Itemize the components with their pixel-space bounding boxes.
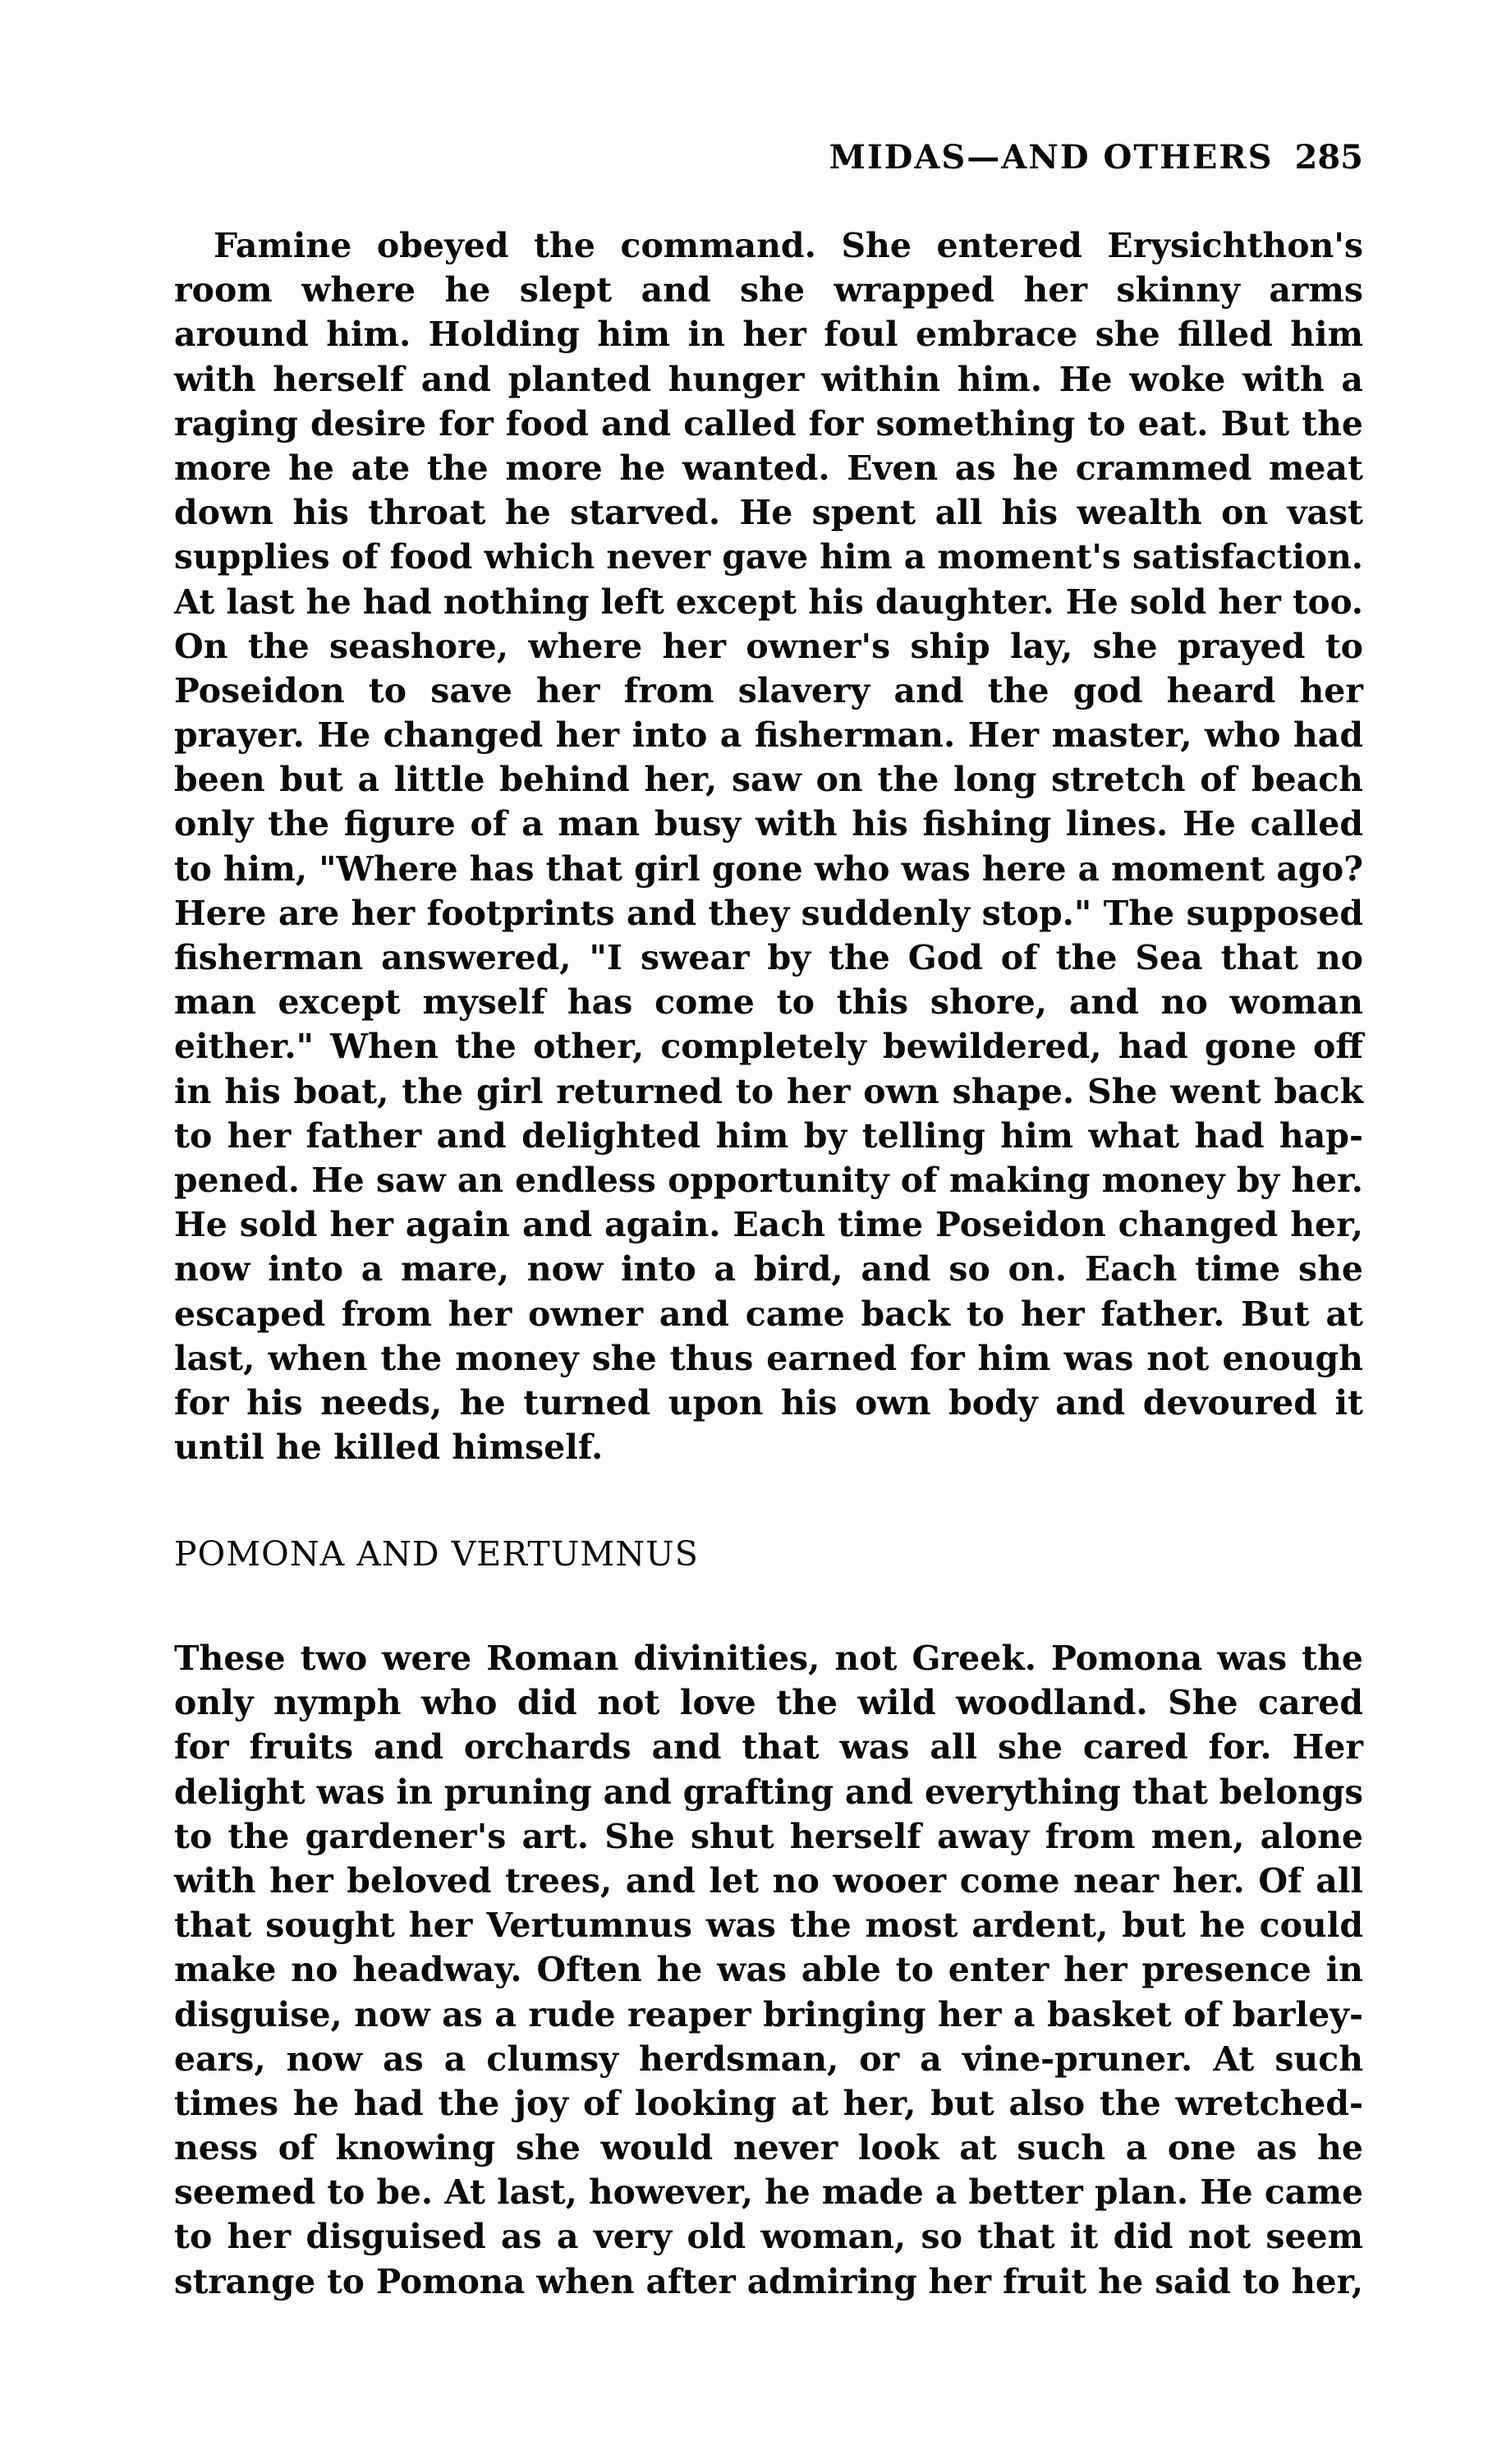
text-line: Poseidon to save her from slavery and the god heard her [174, 670, 1363, 710]
text-line: raging desire for food and called for something to eat. But the [174, 403, 1363, 444]
section-heading: POMONA AND VERTUMNUS [174, 1534, 699, 1574]
text-line: for fruits and orchards and that was all she cared for. Her [174, 1727, 1363, 1768]
text-line: now into a mare, now into a bird, and so on. Each time she [174, 1249, 1363, 1289]
text-line: only nymph who did not love the wild woodland. She cared [174, 1683, 1363, 1723]
text-line: either." When the other, completely bewildered, had gone off [174, 1027, 1363, 1067]
text-line: strange to Pomona when after admiring her fruit he said to her, [174, 2261, 1363, 2301]
text-line: in his boat, the girl returned to her own shape. She went back [174, 1071, 1363, 1111]
text-line: for his needs, he turned upon his own body and devoured it [174, 1382, 1363, 1423]
text-line: to her disguised as a very old woman, so that it did not seem [174, 2217, 1363, 2257]
text-line: make no headway. Often he was able to enter her presence in [174, 1950, 1363, 1990]
text-line: man except myself has come to this shore, and no woman [174, 982, 1363, 1023]
text-line: down his throat he starved. He spent all his wealth on vast [174, 493, 1363, 533]
text-line: He sold her again and again. Each time Poseidon changed her, [174, 1205, 1363, 1245]
text-line: pened. He saw an endless opportunity of making money by her. [174, 1160, 1363, 1200]
text-line: last, when the money she thus earned for him was not enough [174, 1338, 1363, 1378]
text-line: escaped from her owner and came back to her father. But at [174, 1294, 1363, 1334]
running-head-title: MIDAS—AND OTHERS [829, 138, 1274, 177]
text-line: disguise, now as a rude reaper bringing her a basket of barley- [174, 1994, 1363, 2034]
text-line: ears, now as a clumsy herdsman, or a vine-pruner. At such [174, 2039, 1363, 2079]
text-line: ness of knowing she would never look at such a one as he [174, 2128, 1363, 2168]
text-line: fisherman answered, "I swear by the God of the Sea that no [174, 938, 1363, 977]
text-line: supplies of food which never gave him a moment's satisfaction. [174, 537, 1363, 577]
paragraph-pomona [174, 1636, 1363, 2304]
text-line: Famine obeyed the command. She entered Erysichthon's [214, 226, 1363, 265]
paragraph-erysichthon [174, 223, 1363, 1469]
running-head [829, 138, 1363, 177]
text-line: more he ate the more he wanted. Even as he crammed meat [174, 448, 1363, 488]
text-line: until he killed himself. [174, 1427, 604, 1468]
text-line: been but a little behind her, saw on the long stretch of beach [174, 760, 1363, 800]
text-line: around him. Holding him in her foul embrace she filled him [174, 315, 1363, 355]
text-line: to the gardener's art. She shut herself away from men, alone [174, 1816, 1363, 1856]
text-line: with herself and planted hunger within him. He woke with a [174, 359, 1363, 399]
text-line: with her beloved trees, and let no wooer come near her. Of all [174, 1860, 1363, 1901]
text-line: Here are her footprints and they suddenly stop." The supposed [174, 893, 1363, 933]
text-line: to her father and delighted him by telling him what had hap- [174, 1115, 1363, 1156]
text-line: that sought her Vertumnus was the most ardent, but he could [174, 1905, 1363, 1946]
text-line: to him, "Where has that girl gone who was here a moment ago? [174, 848, 1363, 889]
text-line: prayer. He changed her into a fisherman. Her master, who had [174, 715, 1363, 756]
text-line: room where he slept and she wrapped her skinny arms [174, 270, 1363, 310]
text-line: These two were Roman divinities, not Greek. Pomona was the [174, 1639, 1363, 1678]
page-number: 285 [1294, 138, 1363, 177]
text-line: seemed to be. At last, however, he made a better plan. He came [174, 2172, 1363, 2213]
text-line: times he had the joy of looking at her, but also the wretched- [174, 2083, 1363, 2123]
text-line: only the figure of a man busy with his fishing lines. He called [174, 804, 1363, 844]
text-line: delight was in pruning and grafting and everything that belongs [174, 1772, 1363, 1812]
text-line: At last he had nothing left except his daughter. He sold her too. [174, 582, 1363, 622]
text-line: On the seashore, where her owner's ship lay, she prayed to [174, 626, 1363, 666]
